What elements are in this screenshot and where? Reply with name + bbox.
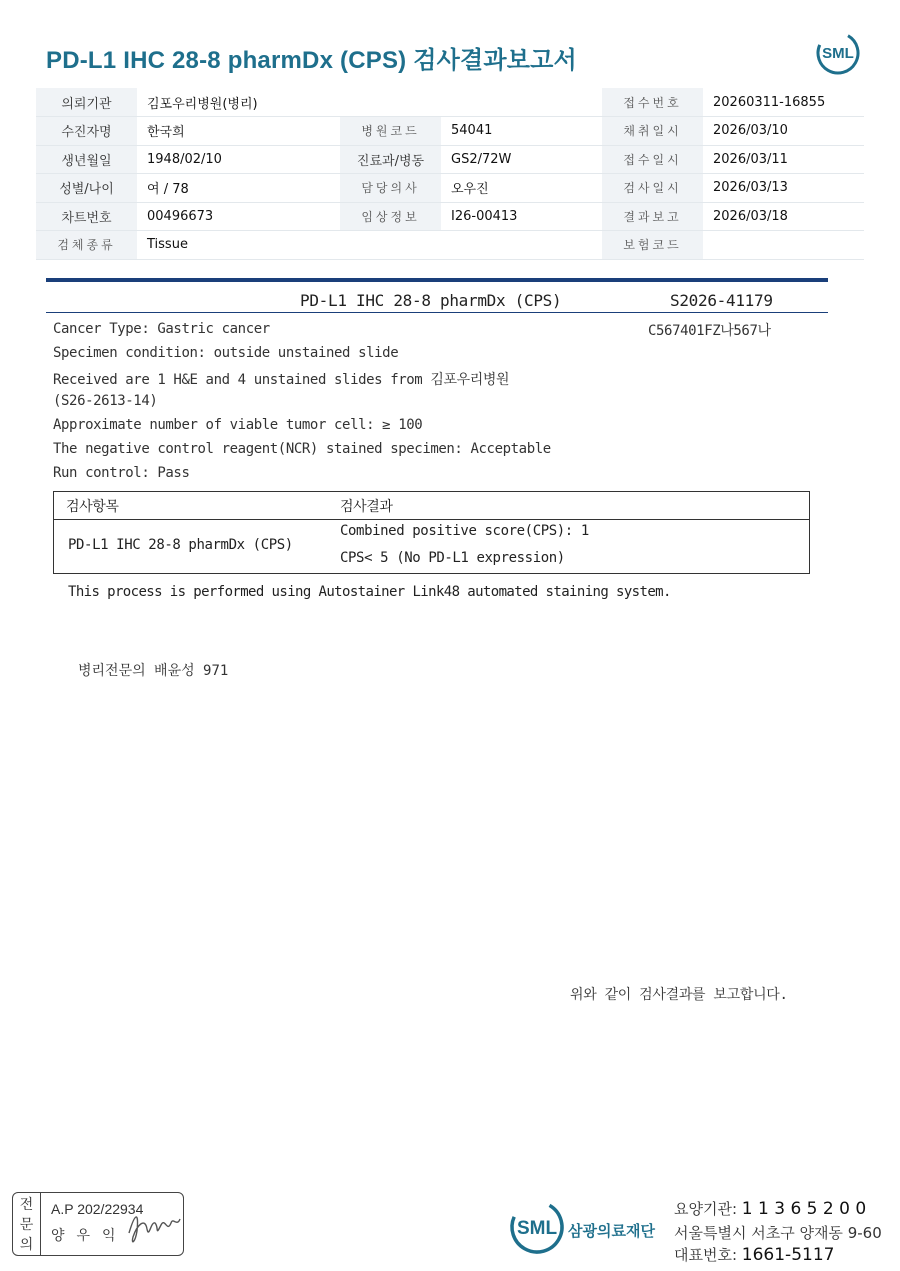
sml-logo-bottom: [508, 1198, 566, 1256]
result-value-interpretation: CPS< 5 (No PD-L1 expression): [340, 550, 565, 566]
value-collection-date: 2026/03/10: [703, 117, 864, 146]
value-report-date: 2026/03/18: [703, 202, 864, 231]
patient-info-table: [36, 88, 864, 260]
stamp-side-char: 전: [19, 1197, 34, 1213]
result-table: [53, 491, 810, 574]
handwritten-signature: [125, 1203, 183, 1247]
label-insurance-code: 보험코드: [602, 231, 703, 260]
foundation-name: 삼광의료재단: [568, 1222, 655, 1240]
report-line: Run control: Pass: [53, 465, 190, 481]
label-report-date: 결과보고: [602, 202, 703, 231]
stamp-side-char: 의: [19, 1237, 34, 1253]
sml-logo-bottom-text: SML: [516, 1218, 558, 1239]
sml-logo-text: SML: [822, 45, 854, 62]
value-requesting-institution: 김포우리병원(병리): [137, 88, 602, 117]
report-line: Received are 1 H&E and 4 unstained slides from 김포우리병원: [53, 372, 510, 388]
info-row: [36, 117, 864, 146]
report-title: PD-L1 IHC 28-8 pharmDx (CPS) 검사결과보고서: [46, 47, 577, 74]
label-department-ward: 진료과/병동: [340, 145, 441, 174]
label-clinical-info: 임상정보: [340, 202, 441, 231]
report-number: S2026-41179: [670, 291, 773, 310]
phone-label: 대표번호:: [674, 1246, 742, 1264]
label-receipt-date: 접수일시: [602, 145, 703, 174]
pathologist-signature-line: 병리전문의 배윤성 971: [78, 663, 229, 679]
result-header-item: 검사항목: [66, 499, 119, 515]
report-line: The negative control reagent(NCR) stained specimen: Acceptable: [53, 441, 551, 457]
value-specimen-type: Tissue: [137, 231, 602, 260]
address: 서울특별시 서초구 양재동 9-60: [674, 1224, 882, 1242]
info-row: [36, 88, 864, 117]
staining-note: This process is performed using Autostainer Link48 automated staining system.: [68, 584, 671, 600]
value-birth-date: 1948/02/10: [137, 145, 340, 174]
label-hospital-code: 병원코드: [340, 117, 441, 146]
report-line: Specimen condition: outside unstained slide: [53, 345, 399, 361]
label-chart-number: 차트번호: [36, 202, 137, 231]
value-receipt-number: 20260311-16855: [703, 88, 864, 117]
header-rule: [46, 278, 828, 282]
value-department-ward: GS2/72W: [441, 145, 602, 174]
value-patient-name: 한국희: [137, 117, 340, 146]
closing-statement: 위와 같이 검사결과를 보고합니다.: [570, 987, 788, 1003]
stamp-license-number: A.P 202/22934: [51, 1201, 144, 1217]
specialist-stamp: [12, 1192, 184, 1256]
report-line: (S26-2613-14): [53, 393, 158, 409]
label-sex-age: 성별/나이: [36, 174, 137, 203]
value-hospital-code: 54041: [441, 117, 602, 146]
result-value-cps: Combined positive score(CPS): 1: [340, 523, 589, 539]
value-test-date: 2026/03/13: [703, 174, 864, 203]
value-clinical-info: I26-00413: [441, 202, 602, 231]
result-header-divider: [54, 519, 809, 520]
result-header-result: 검사결과: [340, 499, 393, 515]
value-chart-number: 00496673: [137, 202, 340, 231]
label-receipt-number: 접수번호: [602, 88, 703, 117]
label-attending-doctor: 담당의사: [340, 174, 441, 203]
value-attending-doctor: 오우진: [441, 174, 602, 203]
report-line: Approximate number of viable tumor cell: ≥ 100: [53, 417, 423, 433]
label-requesting-institution: 의뢰기관: [36, 88, 137, 117]
info-row: [36, 202, 864, 231]
info-row: [36, 145, 864, 174]
info-row: [36, 231, 864, 260]
label-test-date: 검사일시: [602, 174, 703, 203]
phone-number: 1661-5117: [741, 1245, 835, 1265]
report-test-name: PD-L1 IHC 28-8 pharmDx (CPS): [300, 291, 562, 310]
institution-code: 1 1 3 6 5 2 0 0: [741, 1199, 867, 1219]
specimen-code: C567401FZ나567나: [648, 323, 771, 339]
phone-line: [674, 1244, 834, 1265]
value-sex-age: 여 / 78: [137, 174, 340, 203]
stamp-doctor-name: 양우익: [51, 1228, 128, 1244]
stamp-side-char: 문: [19, 1217, 34, 1233]
label-collection-date: 채취일시: [602, 117, 703, 146]
info-row: [36, 174, 864, 203]
institution-code-label: 요양기관:: [674, 1200, 742, 1218]
report-line: Cancer Type: Gastric cancer: [53, 321, 270, 337]
value-receipt-date: 2026/03/11: [703, 145, 864, 174]
sml-logo-top: [814, 30, 862, 76]
label-birth-date: 생년월일: [36, 145, 137, 174]
value-insurance-code: [703, 231, 864, 260]
result-test-item: PD-L1 IHC 28-8 pharmDx (CPS): [68, 537, 293, 553]
subheader-rule: [46, 312, 828, 313]
label-specimen-type: 검체종류: [36, 231, 137, 260]
stamp-side-label: [13, 1193, 41, 1255]
institution-code-line: [674, 1198, 866, 1219]
label-patient-name: 수진자명: [36, 117, 137, 146]
